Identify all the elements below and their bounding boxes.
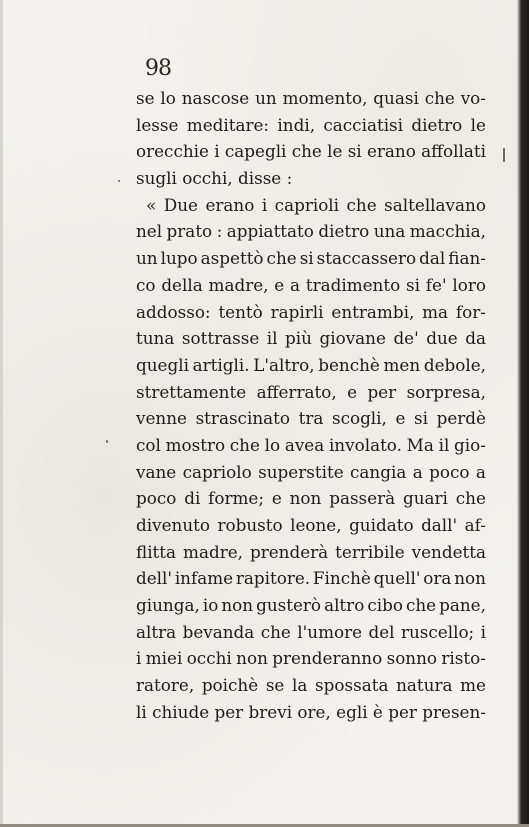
word: ore,	[297, 701, 331, 722]
word: miei	[145, 648, 183, 669]
word: poco	[136, 488, 177, 509]
word: cibo	[367, 595, 403, 616]
word: avea	[284, 434, 325, 455]
word: per	[367, 381, 397, 402]
word: non	[221, 595, 254, 616]
word: bevanda	[182, 621, 255, 642]
word: è	[372, 701, 383, 722]
word: a	[475, 461, 486, 482]
text-line	[136, 405, 486, 432]
word: giunga,	[136, 595, 200, 616]
word: afferrato,	[256, 381, 337, 402]
text-line	[136, 512, 486, 539]
text-line	[136, 192, 486, 219]
word: rapirli	[270, 301, 324, 322]
word: dal	[419, 248, 446, 269]
word: fian-	[448, 248, 486, 269]
word: macchia,	[409, 221, 486, 242]
text-line	[136, 218, 486, 245]
word: momento,	[282, 88, 368, 108]
word: flitta	[136, 541, 177, 562]
word: col	[136, 434, 161, 455]
word: presen-	[422, 701, 486, 722]
word: guidato	[349, 515, 414, 535]
word: caprioli	[274, 194, 340, 215]
word: Ma	[406, 434, 434, 455]
word: indi,	[277, 114, 316, 135]
text-line	[136, 379, 486, 406]
word: le	[327, 141, 343, 162]
word: lo	[264, 434, 281, 455]
word: prenderanno	[272, 648, 383, 669]
word: Due	[163, 194, 198, 215]
word: ora	[423, 568, 452, 589]
word: tuna	[136, 328, 175, 349]
word: tradimento	[305, 274, 401, 295]
text-line: sugli occhi, disse :	[136, 168, 293, 189]
word: poichè	[201, 675, 259, 696]
text-line	[136, 539, 486, 566]
word: e	[274, 274, 285, 295]
word: capriolo	[182, 461, 252, 482]
word: le	[470, 114, 486, 135]
word: guari	[402, 488, 448, 509]
word: infame	[174, 568, 234, 589]
page-binding-edge	[517, 0, 529, 827]
word: un	[255, 88, 277, 108]
word: di	[184, 488, 201, 509]
text-line	[136, 672, 486, 699]
word: un	[136, 248, 158, 269]
word: erano	[366, 141, 416, 162]
word: dietro	[411, 114, 463, 135]
word: giovane	[319, 328, 386, 349]
text-line	[136, 272, 486, 299]
word: ruscello;	[400, 621, 475, 642]
text-line	[136, 432, 486, 459]
word: il	[438, 434, 450, 455]
word: debole,	[423, 354, 486, 375]
word: loro	[452, 274, 486, 295]
word: i	[261, 194, 268, 215]
word: venne	[136, 408, 187, 429]
word: se	[136, 88, 155, 108]
text-line	[136, 245, 486, 272]
word: :	[216, 221, 223, 242]
word: men	[383, 354, 421, 375]
word: fe'	[425, 274, 447, 295]
word: si	[406, 274, 420, 295]
word: dall'	[421, 515, 458, 535]
word: erano	[205, 194, 255, 215]
word: poco	[429, 461, 470, 482]
word: strascinato	[195, 408, 290, 429]
word: da	[465, 328, 486, 349]
word: gio-	[454, 434, 486, 455]
word: che	[405, 595, 437, 616]
word: madre,	[208, 274, 269, 295]
word: brevi	[248, 701, 293, 722]
word: leone,	[290, 515, 342, 535]
word: nascose	[181, 88, 250, 108]
word: terribile	[335, 541, 405, 562]
word: nel	[136, 221, 163, 242]
word: lo	[160, 88, 176, 108]
word: che	[266, 248, 297, 269]
word: cangia	[350, 461, 407, 482]
text-line	[136, 619, 486, 646]
word: i	[480, 621, 486, 642]
word: vendetta	[411, 541, 486, 562]
word: meditare:	[186, 114, 270, 135]
word: lesse	[136, 114, 179, 135]
word: si	[299, 248, 314, 269]
word: il	[266, 328, 278, 349]
word: quell'	[373, 568, 421, 589]
word: strettamente	[136, 381, 247, 402]
word: benchè	[318, 354, 380, 375]
text-line	[136, 699, 486, 726]
word: quasi	[373, 88, 419, 108]
word: affollati	[421, 141, 486, 162]
word: della	[161, 274, 203, 295]
word: che	[346, 194, 377, 215]
word: addosso:	[136, 301, 211, 322]
word: madre,	[183, 541, 243, 562]
word: entrambi,	[331, 301, 415, 322]
word: occhi	[186, 648, 232, 669]
word: che	[260, 621, 291, 642]
word: co	[136, 274, 156, 295]
word: lupo	[160, 248, 198, 269]
word: i	[214, 141, 220, 162]
word: pane,	[439, 595, 486, 616]
word: robusto	[217, 515, 283, 535]
word: dietro	[318, 221, 370, 242]
text-line	[136, 485, 486, 512]
page-number: 98	[145, 56, 171, 81]
word: perdè	[436, 408, 486, 429]
page-left-edge	[0, 0, 3, 827]
word: per	[214, 701, 244, 722]
word: vane	[136, 461, 177, 482]
word: mostro	[165, 434, 226, 455]
word: due	[426, 328, 458, 349]
word: forme;	[208, 488, 264, 509]
word: a	[412, 461, 423, 482]
word: «	[146, 194, 157, 215]
word: non	[236, 648, 268, 669]
word: a	[290, 274, 301, 295]
word: natura	[396, 675, 453, 696]
text-line	[136, 138, 486, 165]
word: sottrasse	[181, 328, 260, 349]
word: vo-	[460, 88, 486, 108]
word: e	[395, 408, 406, 429]
scan-speck	[503, 148, 505, 162]
word: rapitore.	[235, 568, 311, 589]
word: non	[289, 488, 322, 509]
word: scogli,	[331, 408, 387, 429]
scan-speck	[118, 180, 120, 182]
word: capegli	[224, 141, 287, 162]
text-line	[136, 85, 486, 112]
word: af-	[464, 515, 486, 535]
word: prenderà	[249, 541, 329, 562]
word: for-	[455, 301, 486, 322]
word: me	[460, 675, 486, 696]
word: non	[454, 568, 486, 589]
word: passerà	[329, 488, 396, 509]
word: per	[388, 701, 417, 722]
word: si	[414, 408, 428, 429]
word: orecchie	[136, 141, 209, 162]
word: saltellavano	[384, 194, 486, 215]
word: prato	[166, 221, 213, 242]
word: egli	[336, 701, 368, 722]
word: artigli.	[192, 354, 250, 375]
word: altra	[136, 621, 177, 642]
word: tentò	[218, 301, 263, 322]
word: che	[424, 88, 455, 108]
text-line	[136, 645, 486, 672]
word: e	[347, 381, 358, 402]
text-line	[136, 459, 486, 486]
scan-speck	[106, 440, 108, 443]
word: quegli	[136, 354, 189, 375]
word: risto-	[441, 648, 486, 669]
word: appiattato	[226, 221, 314, 242]
text-line	[136, 352, 486, 379]
text-line	[136, 325, 486, 352]
word: superstite	[258, 461, 344, 482]
word: che	[229, 434, 260, 455]
text-line	[136, 592, 486, 619]
word: ma	[422, 301, 449, 322]
word: involato.	[328, 434, 402, 455]
text-line	[136, 299, 486, 326]
word: spossata	[315, 675, 389, 696]
text-line	[136, 112, 486, 139]
word: dell'	[136, 568, 173, 589]
word: più	[285, 328, 312, 349]
word: e	[271, 488, 282, 509]
word: cacciatisi	[323, 114, 404, 135]
word: se	[265, 675, 285, 696]
word: la	[292, 675, 308, 696]
word: si	[347, 141, 362, 162]
word: li	[136, 701, 147, 722]
word: che	[291, 141, 322, 162]
word: i	[136, 648, 142, 669]
body-text	[136, 85, 486, 726]
word: L'altro,	[253, 354, 315, 375]
word: divenuto	[136, 515, 210, 535]
word: del	[368, 621, 395, 642]
word: ratore,	[136, 675, 195, 696]
word: altro	[324, 595, 365, 616]
word: io	[202, 595, 219, 616]
word: aspettò	[200, 248, 264, 269]
word: de'	[393, 328, 419, 349]
word: tra	[298, 408, 324, 429]
word: una	[373, 221, 406, 242]
word: gusterò	[256, 595, 322, 616]
word: sorpresa,	[406, 381, 486, 402]
word: sonno	[386, 648, 438, 669]
word: l'umore	[297, 621, 363, 642]
word: che	[455, 488, 486, 509]
text-line	[136, 565, 486, 592]
word: Finchè	[312, 568, 371, 589]
word: chiude	[152, 701, 210, 722]
word: staccassero	[316, 248, 417, 269]
